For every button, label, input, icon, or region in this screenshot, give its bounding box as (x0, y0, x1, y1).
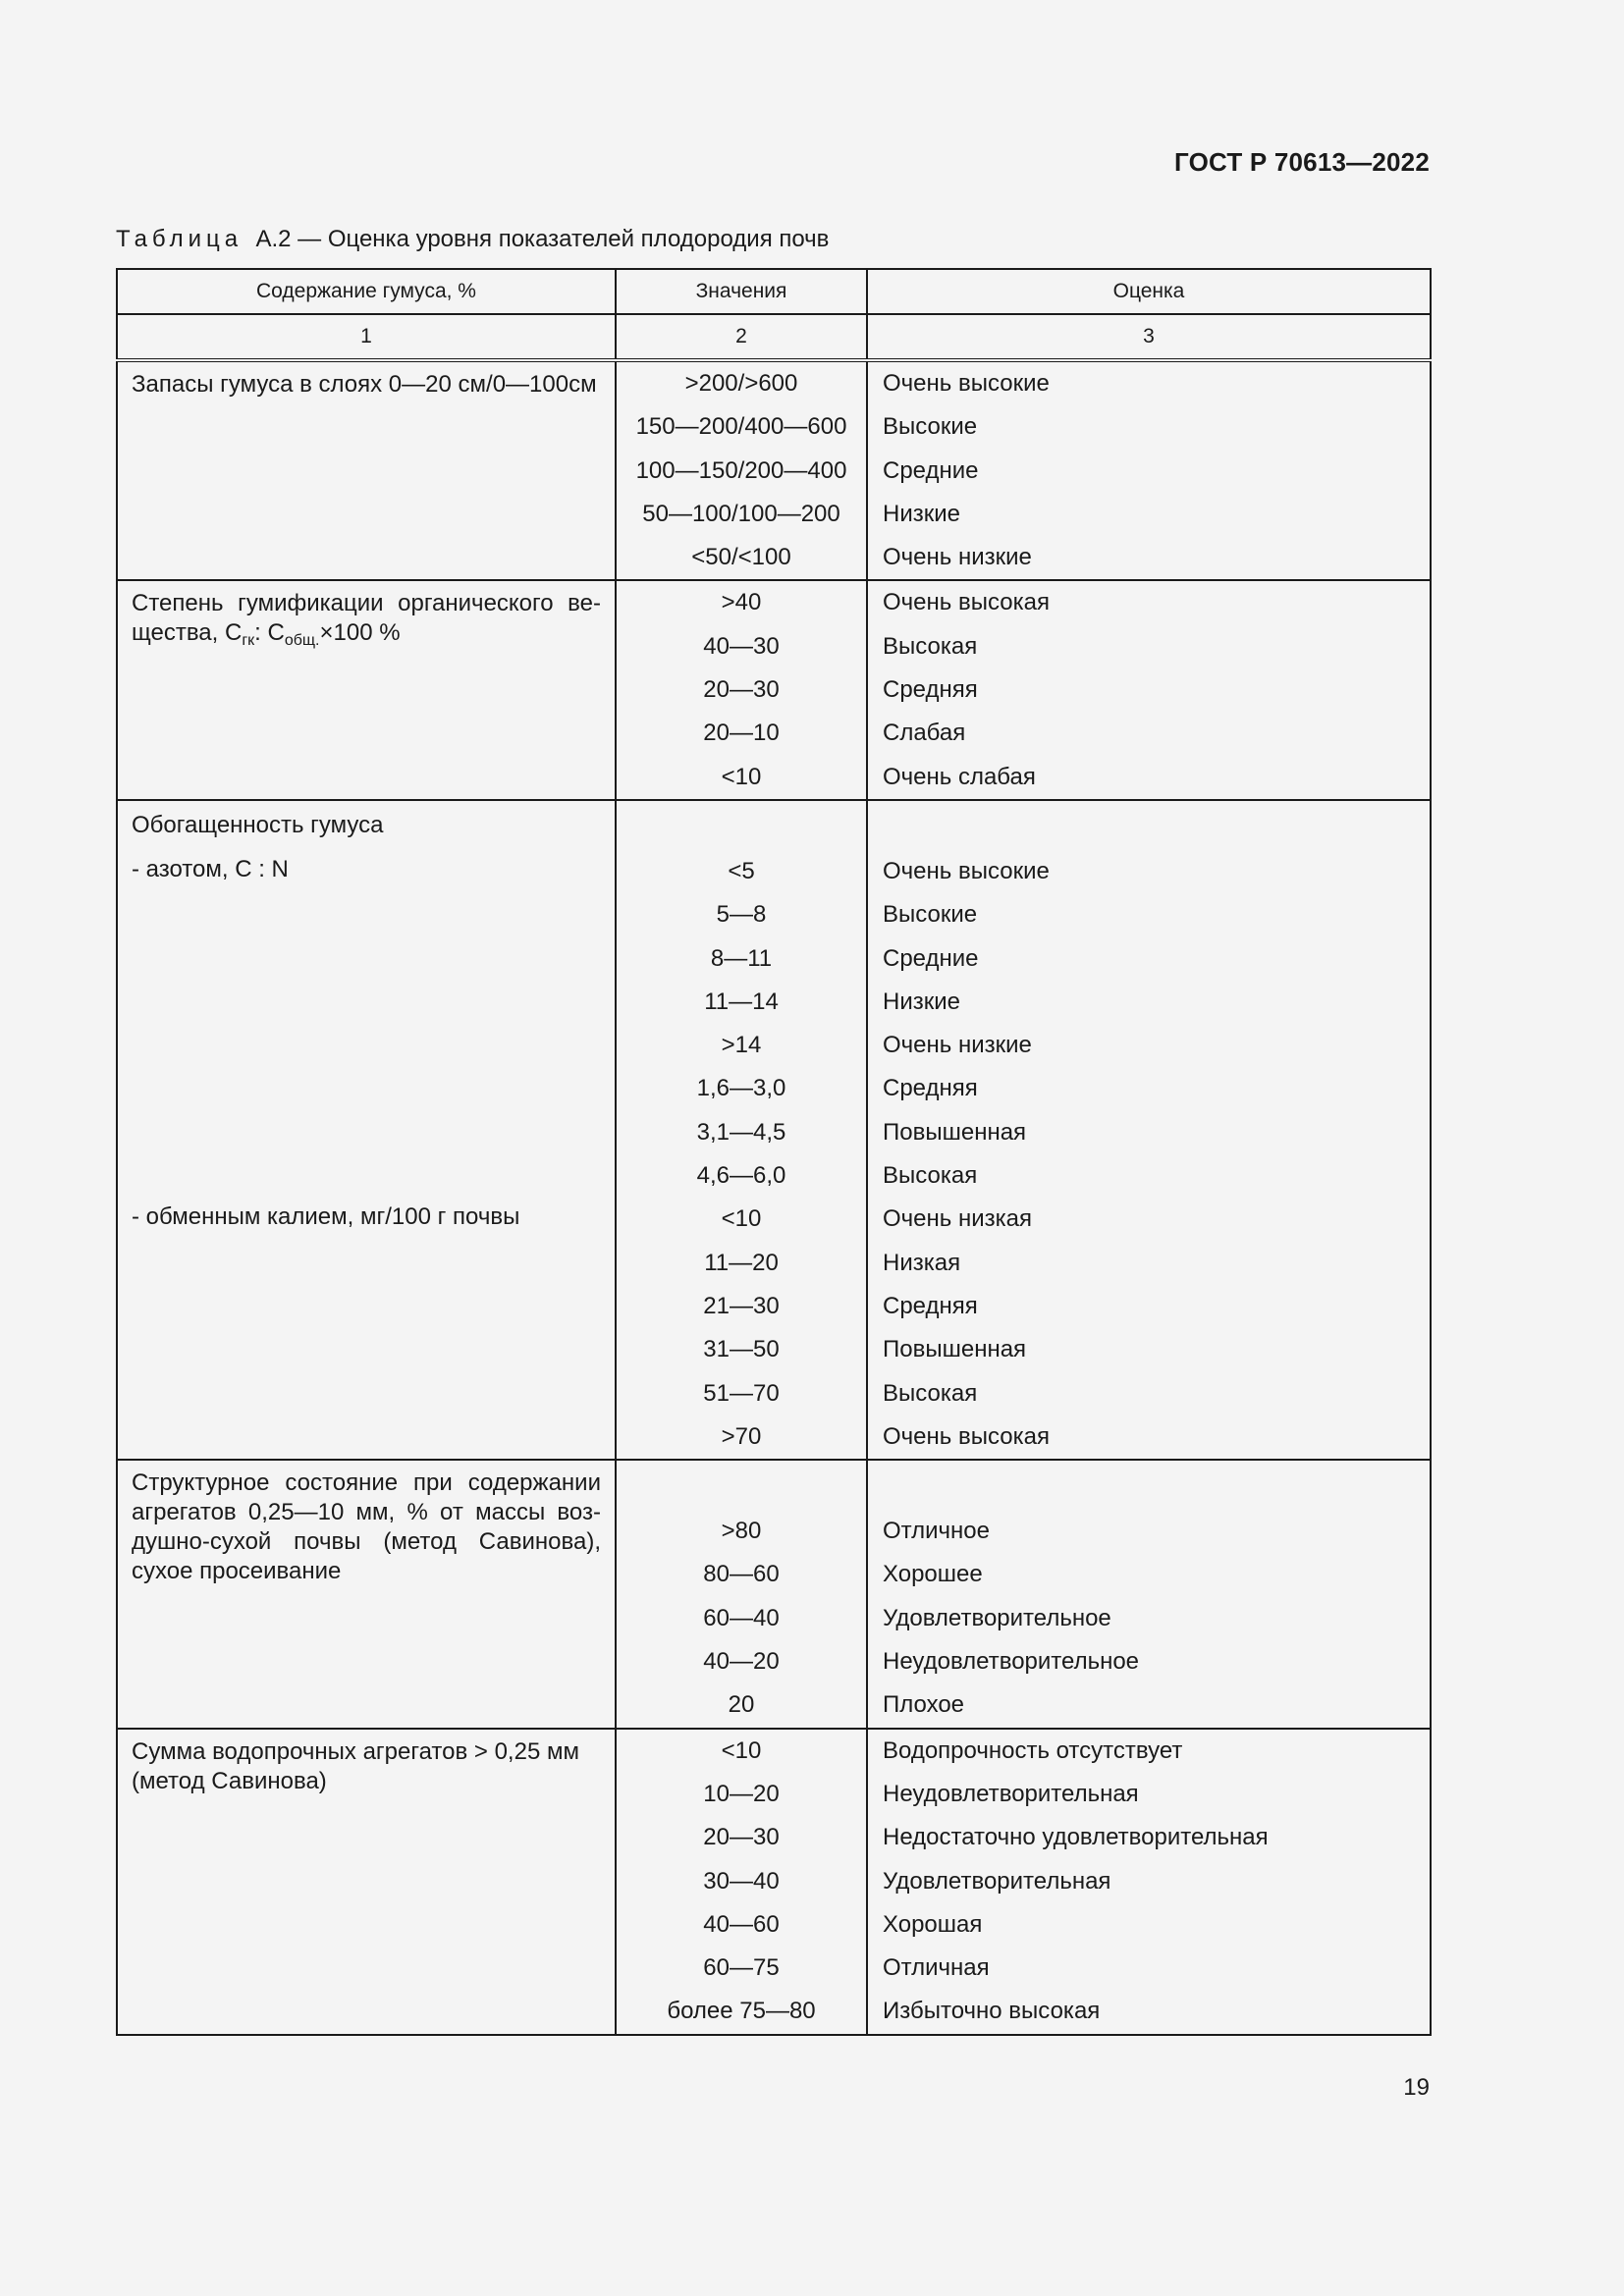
grade: Средняя (883, 1292, 978, 1319)
value: 20—30 (703, 676, 780, 704)
enrichment-title: Обогащенность гумуса (132, 811, 384, 838)
document-code: ГОСТ Р 70613—2022 (1174, 147, 1430, 177)
grade: Удовлетворительное (883, 1604, 1111, 1631)
grade: Очень высокие (883, 857, 1050, 884)
value: 3,1—4,5 (696, 1118, 786, 1146)
value: 20—30 (703, 1824, 780, 1851)
grade: Очень высокая (883, 589, 1050, 616)
enrichment-potassium-label: - обменным калием, мг/100 г почвы (132, 1202, 520, 1230)
caption-text: А.2 — Оценка уровня показателей плодородия почв (255, 226, 830, 252)
grade: Неудовлетворительное (883, 1648, 1140, 1676)
grade: Высокие (883, 901, 978, 929)
grade: Слабая (883, 720, 966, 747)
header-row (117, 269, 1431, 314)
value: >70 (721, 1422, 762, 1450)
grade: Очень высокие (883, 370, 1050, 397)
column-header-grade: Оценка (867, 269, 1431, 314)
grade: Хорошее (883, 1561, 983, 1588)
value: <5 (728, 857, 755, 884)
column-number-1: 1 (117, 314, 616, 360)
grade: Удовлетворительная (883, 1867, 1111, 1895)
fertility-table-wrapper (116, 268, 1430, 2036)
grades-cell (867, 1460, 1431, 1728)
grade: Низкая (883, 1249, 961, 1276)
column-header-values: Значения (616, 269, 867, 314)
grade: Очень низкие (883, 544, 1032, 571)
values-cell (616, 1460, 867, 1728)
grade: Водопрочность отсутствует (883, 1736, 1183, 1764)
value: более 75—80 (667, 1998, 816, 2025)
grade: Недостаточно удовлетворительная (883, 1824, 1269, 1851)
value: 20 (728, 1691, 755, 1719)
param-humification (118, 581, 615, 656)
grade: Средняя (883, 1075, 978, 1102)
humification-tail: ×100 % (319, 619, 401, 647)
value: >40 (721, 589, 762, 616)
grade: Низкие (883, 500, 960, 527)
column-number-2: 2 (616, 314, 867, 360)
fertility-table (116, 268, 1432, 2036)
table-row (117, 1729, 1431, 2035)
grade: Высокая (883, 1379, 978, 1407)
value: 40—20 (703, 1648, 780, 1676)
value: 40—60 (703, 1910, 780, 1938)
value: 8—11 (710, 944, 773, 972)
grade: Высокая (883, 1162, 978, 1190)
values-cell (616, 800, 867, 1460)
column-header-humus: Содержание гумуса, % (117, 269, 616, 314)
table-row (117, 360, 1431, 580)
value: <10 (721, 1205, 762, 1233)
param-enrichment (118, 801, 615, 1247)
value: <10 (721, 1736, 762, 1764)
humification-sub-gk: гк (242, 632, 255, 650)
humification-sep: : С (254, 619, 285, 647)
grade: Высокая (883, 632, 978, 660)
value: 30—40 (703, 1867, 780, 1895)
grade: Неудовлетворительная (883, 1780, 1139, 1807)
caption-label: Таблица (116, 226, 244, 252)
grade: Повышенная (883, 1336, 1027, 1363)
grade: Очень низкая (883, 1205, 1032, 1233)
table-row (117, 580, 1431, 799)
grade: Отличная (883, 1954, 990, 1982)
value: <50/<100 (691, 544, 791, 571)
value: 51—70 (703, 1379, 780, 1407)
value: 20—10 (703, 720, 780, 747)
value: >80 (721, 1518, 762, 1545)
grade: Средняя (883, 676, 978, 704)
value: 11—14 (704, 988, 779, 1015)
grade: Повышенная (883, 1118, 1027, 1146)
humification-text: Степень гумификации органического ве-щества, С (132, 590, 601, 647)
param-humus-reserves: Запасы гумуса в слоях 0—20 см/0—100см (132, 371, 597, 398)
column-number-row (117, 314, 1431, 360)
value: 21—30 (703, 1292, 780, 1319)
value: 60—40 (703, 1604, 780, 1631)
grade: Избыточно высокая (883, 1998, 1101, 2025)
value: >200/>600 (684, 370, 798, 397)
grade: Отличное (883, 1518, 990, 1545)
param-water-stable: Сумма водопрочных агрегатов > 0,25 мм (метод Савинова) (132, 1737, 579, 1794)
table-caption (116, 226, 829, 253)
grades-cell (867, 360, 1431, 580)
grade: Очень низкие (883, 1032, 1032, 1059)
value: 50—100/100—200 (642, 500, 840, 527)
value: 60—75 (703, 1954, 780, 1982)
grade: Средние (883, 456, 979, 484)
grades-cell (867, 800, 1431, 1460)
grade: Плохое (883, 1691, 965, 1719)
value: <10 (721, 763, 762, 790)
grades-cell (867, 1729, 1431, 2035)
page-number: 19 (1403, 2074, 1430, 2101)
grade: Хорошая (883, 1910, 983, 1938)
humification-sub-total: общ. (284, 632, 320, 650)
grade: Средние (883, 944, 979, 972)
value: 31—50 (703, 1336, 780, 1363)
values-cell (616, 360, 867, 580)
values-cell (616, 580, 867, 799)
value: 4,6—6,0 (696, 1162, 786, 1190)
value: 11—20 (704, 1249, 779, 1276)
grade: Очень высокая (883, 1422, 1050, 1450)
value: 100—150/200—400 (635, 456, 847, 484)
param-structure: Структурное состояние при содержании агрегатов 0,25—10 мм, % от массы воз-душно-сухой почвы (метод Савинова), сухое просеивание (132, 1469, 601, 1585)
grade: Низкие (883, 988, 960, 1015)
value: 1,6—3,0 (696, 1075, 786, 1102)
grades-cell (867, 580, 1431, 799)
value: 150—200/400—600 (635, 413, 847, 441)
column-number-3: 3 (867, 314, 1431, 360)
enrichment-nitrogen-label: - азотом, С : N (132, 855, 289, 882)
value: 80—60 (703, 1561, 780, 1588)
value: 10—20 (703, 1780, 780, 1807)
grade: Высокие (883, 413, 978, 441)
table-row (117, 800, 1431, 1460)
grade: Очень слабая (883, 763, 1036, 790)
value: 40—30 (703, 632, 780, 660)
table-row (117, 1460, 1431, 1728)
values-cell (616, 1729, 867, 2035)
value: 5—8 (716, 901, 767, 929)
value: >14 (721, 1032, 762, 1059)
